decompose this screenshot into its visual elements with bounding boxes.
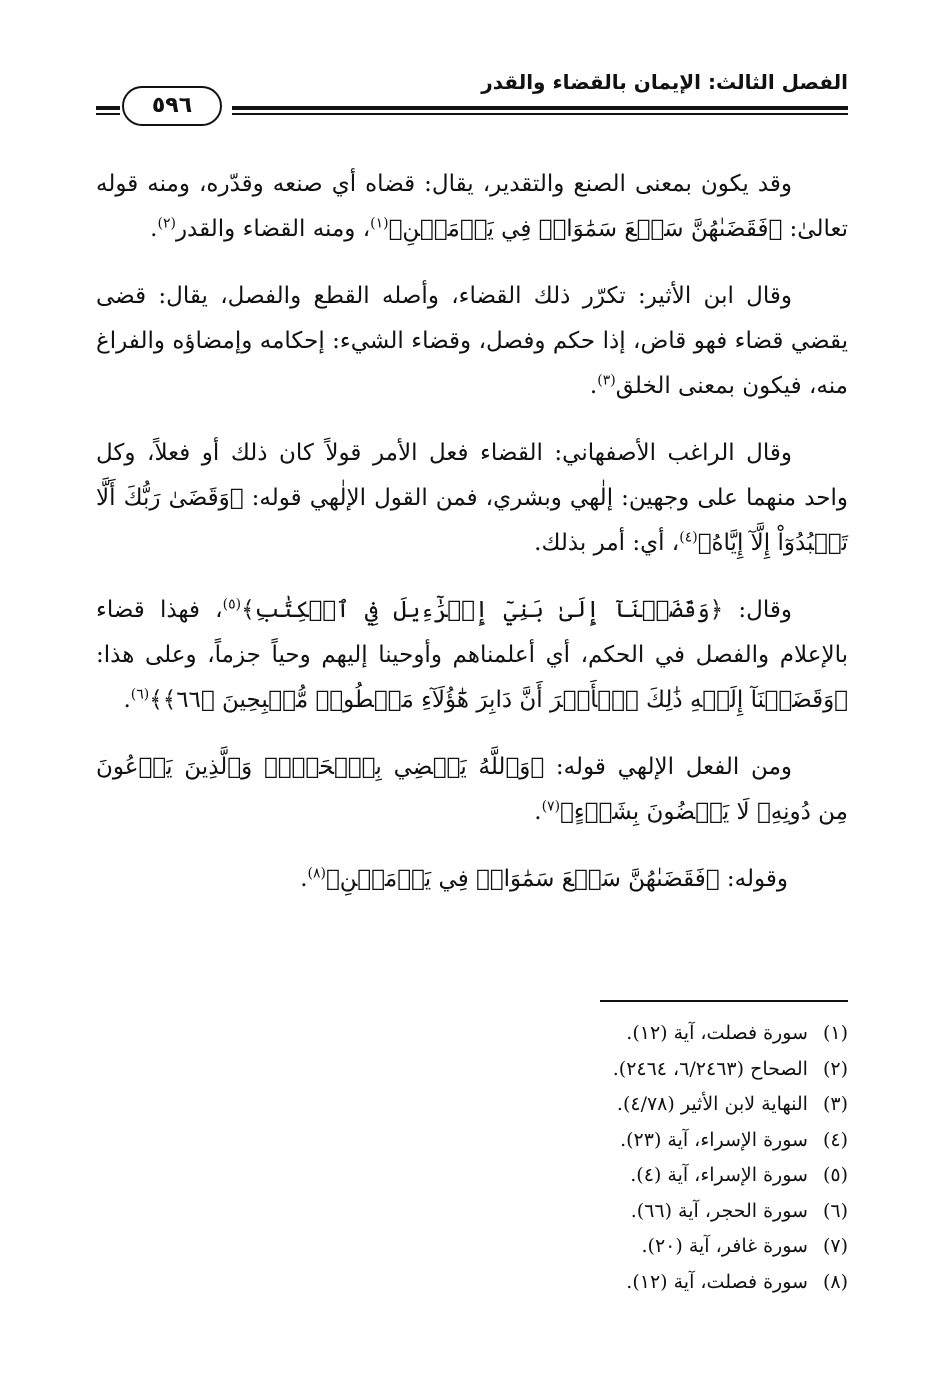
footnote-number: (٤) — [822, 1128, 848, 1151]
p4-text: وقال: — [723, 597, 792, 623]
p4-quran-verse-1: ﴿وَقَضَيۡنَآ إِلَىٰ بَنِيٓ إِسۡرَٰٓءِيلَ فِي ٱلۡكِتَٰبِ﴾ — [241, 597, 724, 623]
footnote-text: سورة الإسراء، آية (٢٣). — [620, 1128, 808, 1151]
footnote-text: سورة الإسراء، آية (٤). — [630, 1164, 808, 1186]
p1-end: . — [150, 216, 158, 242]
paragraph-6 — [96, 857, 848, 902]
p3-text-2: ، أي: أمر بذلك. — [534, 530, 680, 556]
paragraph-5 — [96, 745, 848, 835]
footnote-ref-1[interactable]: (١) — [370, 215, 389, 232]
p1-quran-verse: ﴿فَقَضَىٰهُنَّ سَبۡعَ سَمَٰوَاتٖ فِي يَوۡمَيۡنِ﴾ — [388, 216, 783, 242]
footnote-number: (٨) — [822, 1270, 848, 1293]
p5-quran-verse: ﴿وَٱللَّهُ يَقۡضِي بِٱلۡحَقِّۖ وَٱلَّذِينَ يَدۡعُونَ مِن دُونِهِۦ لَا يَقۡضُونَ بِشَيۡءٍ﴾ — [96, 754, 848, 825]
header-rule-left — [96, 106, 120, 110]
p1-text: وقد يكون بمعنى الصنع والتقدير، يقال: قضاه أي صنعه وقدّره، ومنه قوله تعالىٰ: — [96, 171, 848, 242]
footnote-number: (٦) — [822, 1199, 848, 1222]
footnote-number: (٥) — [822, 1164, 848, 1186]
p6-end: . — [300, 866, 308, 892]
footnote-ref-6[interactable]: (٦) — [130, 686, 150, 703]
footnote-item — [400, 1052, 848, 1088]
main-text — [96, 162, 848, 924]
p3-quran-verse: ﴿وَقَضَىٰ رَبُّكَ أَلَّا تَعۡبُدُوٓاْ إِلَّآ إِيَّاهُ﴾ — [96, 485, 848, 556]
footnotes-list — [400, 1016, 848, 1300]
footnote-text: سورة فصلت، آية (١٢). — [626, 1270, 808, 1293]
footnote-item — [400, 1087, 848, 1123]
footnote-item — [400, 1194, 848, 1230]
footnote-item — [400, 1158, 848, 1194]
footnote-item — [400, 1016, 848, 1052]
p3-text: وقال الراغب الأصفهاني: القضاء فعل الأمر قولاً كان ذلك أو فعلاً، وكل واحد منهما على وجهين: إلٰهي وبشري، فمن القول الإلٰهي قوله: — [96, 440, 849, 511]
p4-end: . — [123, 687, 131, 713]
footnote-separator — [600, 1000, 848, 1002]
paragraph-3 — [96, 431, 848, 566]
footnote-ref-2[interactable]: (٢) — [157, 215, 176, 232]
p1-text-2: ، ومنه القضاء والقدر — [175, 216, 371, 242]
footnote-text: النهاية لابن الأثير (٤/٧٨). — [616, 1093, 808, 1115]
running-title: الفصل الثالث: الإيمان بالقضاء والقدر — [481, 70, 848, 94]
footnote-ref-8[interactable]: (٨) — [307, 865, 326, 882]
page-header — [96, 64, 848, 124]
footnote-number: (٢) — [822, 1057, 848, 1080]
paragraph-2 — [96, 274, 848, 409]
header-rule-thin — [232, 113, 848, 115]
paragraph-4 — [96, 588, 848, 723]
header-rule-thick — [232, 106, 848, 110]
footnote-item — [400, 1229, 848, 1265]
footnote-number: (١) — [822, 1022, 848, 1044]
p4-quran-verse-2: ﴿وَقَضَيۡنَآ إِلَيۡهِ ذَٰلِكَ ٱلۡأَمۡرَ أَنَّ دَابِرَ هَٰٓؤُلَآءِ مَقۡطُوعٞ مُّصۡبِحِينَ ﴿٦٦﴾﴾ — [149, 687, 848, 713]
header-rule-left-thin — [96, 113, 120, 115]
footnote-ref-5[interactable]: (٥) — [222, 596, 242, 613]
footnote-text: سورة فصلت، آية (١٢). — [626, 1022, 808, 1044]
p6-quran-verse: ﴿فَقَضَىٰهُنَّ سَبۡعَ سَمَٰوَاتٖ فِي يَوۡمَيۡنِ﴾ — [325, 866, 720, 892]
footnote-number: (٣) — [822, 1093, 848, 1115]
page-number: ٥٩٦ — [122, 86, 222, 126]
p5-end: . — [534, 799, 542, 825]
footnote-item — [400, 1123, 848, 1159]
p2-text: وقال ابن الأثير: تكرّر ذلك القضاء، وأصله القطع والفصل، يقال: قضى يقضي قضاء فهو قاض، إذا حكم وفصل، وقضاء الشيء: إحكامه وإمضاؤه والفراغ منه، فيكون بمعنى الخلق — [96, 283, 848, 399]
footnote-ref-4[interactable]: (٤) — [679, 529, 698, 546]
footnote-text: سورة غافر، آية (٢٠). — [641, 1235, 808, 1257]
footnote-ref-3[interactable]: (٣) — [597, 372, 616, 389]
footnote-text: سورة الحجر، آية (٦٦). — [630, 1199, 808, 1222]
p4-text-2: ، فهذا قضاء بالإعلام والفصل في الحكم، أي أعلمناهم وأوحينا إليهم وحياً جزماً، وعلى هذا: — [96, 597, 848, 668]
footnote-ref-7[interactable]: (٧) — [541, 798, 561, 815]
footnote-item — [400, 1265, 848, 1301]
footnote-number: (٧) — [822, 1235, 848, 1257]
p5-text: ومن الفعل الإلهي قوله: — [544, 754, 792, 780]
footnote-text: الصحاح (٦/٢٤٦٣، ٢٤٦٤). — [612, 1057, 808, 1080]
p6-text: وقوله: — [719, 866, 788, 892]
paragraph-1 — [96, 162, 848, 252]
p2-end: . — [589, 373, 598, 399]
